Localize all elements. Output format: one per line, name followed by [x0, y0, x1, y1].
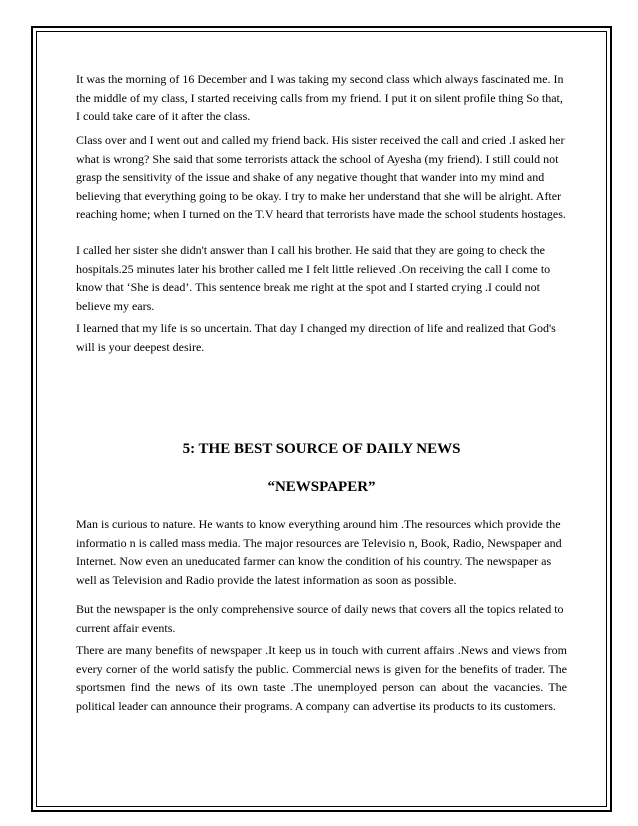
essay-heading: 5: THE BEST SOURCE OF DAILY NEWS	[182, 441, 461, 457]
story-paragraph-2: Class over and I went out and called my friend back. His sister received the call and cried .I asked her what is wrong? She said that some terrorists attack the school of Ayesha (my friend). I still could not grasp the sensitivity of the issue and shake of any negative thought that wander into my mind and believing that everything going to be okay. I try to make her understand that she will be alright. After reaching home; when I turned on the T.V heard that terrorists have made the school students hostages.	[76, 133, 566, 221]
story-paragraph-3: I called her sister she didn't answer than I call his brother. He said that they are going to check the hospitals.25 minutes later his brother called me I felt little relieved .On receiving the call I come to know that ‘She is dead’. This sentence break me right at the spot and I started crying .I could not believe my ears.	[76, 243, 551, 313]
essay-paragraph-3: There are many benefits of newspaper .It keep us in touch with current affairs .News and views from every corner of the world satisfy the public. Commercial news is given for the benefits of trader. The sportsmen find the news of its own taste .The unemployed person can about the vacancies. The political leader can announce their programs. A company can advertise its products to its customers.	[76, 643, 567, 713]
story-paragraph-1: It was the morning of 16 December and I was taking my second class which always fascinated me. In the middle of my class, I started receiving calls from my friend. I put it on silent profile thing So that, I could take care of it after the class.	[76, 72, 564, 123]
story-paragraph-4: I learned that my life is so uncertain. That day I changed my direction of life and realized that God's will is your deepest desire.	[76, 321, 556, 354]
essay-subheading: “NEWSPAPER”	[267, 479, 376, 495]
essay-paragraph-1: Man is curious to nature. He wants to know everything around him .The resources which provide the informatio n is called mass media. The major resources are Televisio n, Book, Radio, Newspaper and Internet. Now even an uneducated farmer can know the condition of his country. The newspaper as well as Television and Radio provide the latest information as soon as possible.	[76, 517, 562, 587]
essay-paragraph-2: But the newspaper is the only comprehensive source of daily news that covers all the topics related to current affair events.	[76, 602, 564, 635]
